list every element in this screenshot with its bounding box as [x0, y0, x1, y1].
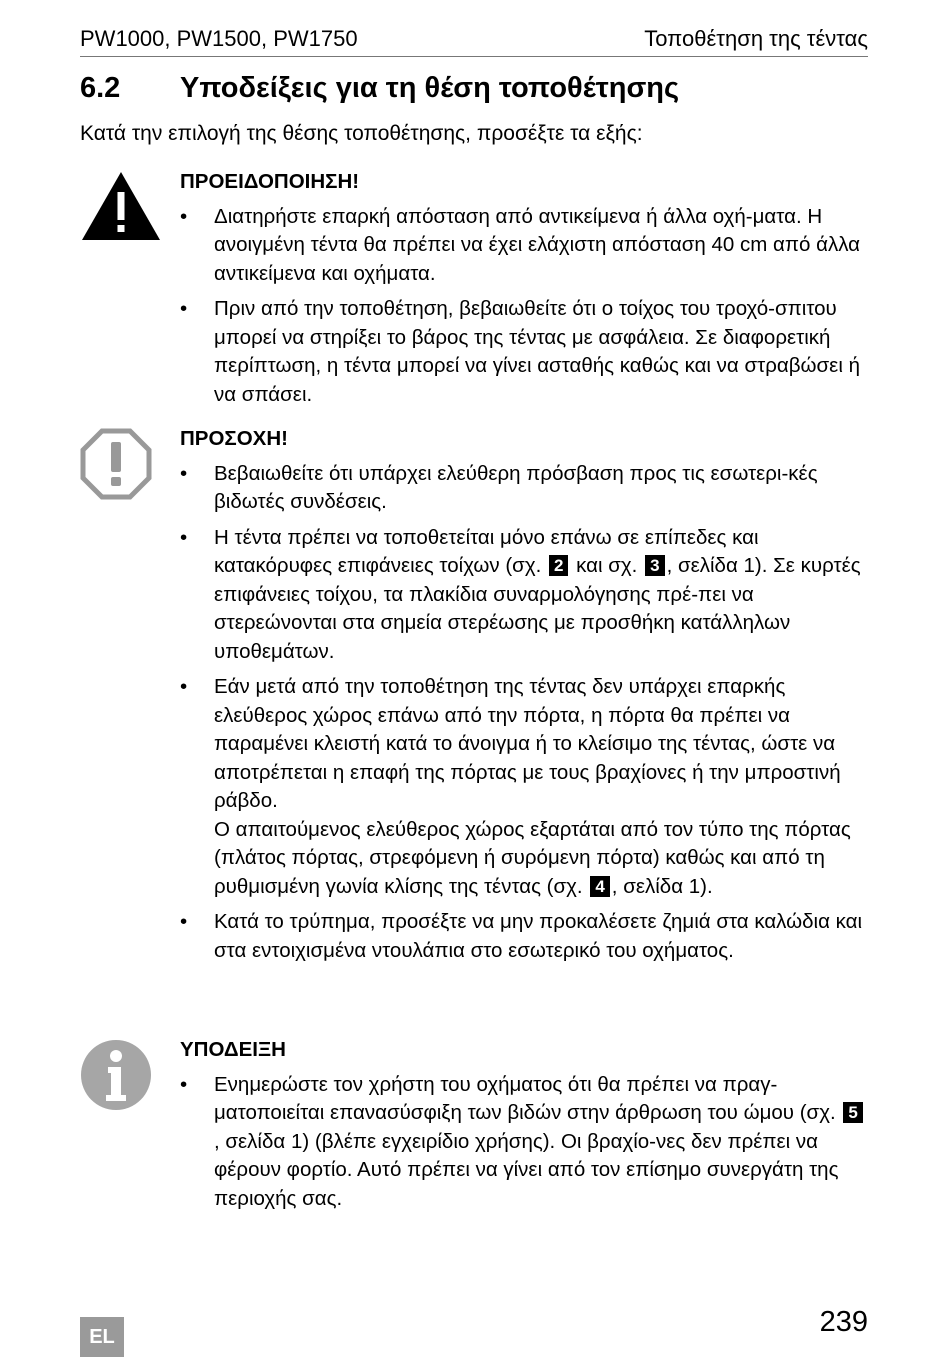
note-block [180, 1036, 870, 1220]
section-intro: Κατά την επιλογή της θέσης τοποθέτησης, προσέξτε τα εξής: [80, 122, 643, 145]
note-bullet [180, 1071, 870, 1214]
bullet-dot: • [180, 675, 188, 698]
bullet-dot: • [180, 204, 188, 228]
caution-bullet-1 [180, 460, 870, 517]
caution-bullet-2-text-a: Η τέντα πρέπει να τοποθετείται μόνο επάνω σε επίπεδες και κατακόρυφες επιφάνειες τοίχων (σχ. [214, 525, 759, 577]
warning-title: ΠΡΟΕΙΔΟΠΟΙΗΣΗ! [180, 170, 360, 193]
page-header [80, 26, 868, 57]
caution-bullet-2 [180, 524, 870, 667]
bullet-dot: • [180, 297, 188, 320]
caution-title: ΠΡΟΣΟΧΗ! [180, 427, 288, 450]
caution-bullet-2-text-c: , σελίδα 1). Σε κυρτές επιφάνειες τοίχου, τα πλακίδια συναρμολόγησης πρέ-πει να στερεώνονται στα σημεία στερέωσης με προσθήκη κατάλληλων υποθεμάτων. [214, 554, 861, 663]
figure-ref-2: 2 [549, 555, 568, 576]
warning-triangle-icon [80, 170, 162, 242]
caution-bullet-2-text-b: και σχ. [576, 554, 638, 577]
caution-bullet-4-text: Κατά το τρύπημα, προσέξτε να μην προκαλέσετε ζημιά στα καλώδια και στα εντοιχισμένα ντουλάπια στο εσωτερικό του οχήματος. [214, 910, 863, 962]
warning-bullet-1 [180, 203, 870, 289]
bullet-dot: • [180, 461, 188, 485]
figure-ref-5: 5 [843, 1102, 862, 1123]
note-title: ΥΠΟΔΕΙΞΗ [180, 1038, 286, 1061]
note-bullet-text-a: Ενημερώστε τον χρήστη του οχήματος ότι θα πρέπει να πραγ-ματοποιείται επανασύσφιξη των βιδών στην άρθρωση του ώμου (σχ. [214, 1072, 836, 1124]
header-chapter-title: Τοποθέτηση της τέντας [644, 26, 868, 51]
caution-bullet-3-text-a: Εάν μετά από την τοποθέτηση της τέντας δεν υπάρχει επαρκής ελεύθερος χώρος επάνω από την πόρτα, η πόρτα θα πρέπει να παραμένει κλειστή κατά το άνοιγμα ή το κλείσιμο της τέντας, ώστε να αποτρέπεται η επαφή της πόρτας με τους βραχίονες ή την μπροστινή ράβδο. [214, 675, 841, 812]
figure-ref-3: 3 [645, 555, 664, 576]
caution-bullet-3-text-b: Ο απαιτούμενος ελεύθερος χώρος εξαρτάται από τον τύπο της πόρτας (πλάτος πόρτας, στρεφόμενη ή συρόμενη πόρτα) καθώς και από τη ρυθμισμένη γωνία κλίσης της τέντας (σχ. [214, 817, 851, 898]
bullet-dot: • [180, 910, 188, 933]
caution-bullet-3-text-c: , σελίδα 1). [611, 874, 713, 898]
caution-bullet-4 [180, 908, 870, 965]
warning-bullet-2-text: Πριν από την τοποθέτηση, βεβαιωθείτε ότι ο τοίχος του τροχό-σπιτου μπορεί να στηρίξει το βάρος της τέντας με ασφάλεια. Σε διαφορετική περίπτωση, η τέντα μπορεί να γίνει ασταθής καθώς και να στραβώσει ή να σπάσει. [214, 297, 860, 406]
warning-block [180, 168, 870, 416]
page-number: 239 [819, 1306, 868, 1338]
bullet-dot: • [180, 1072, 188, 1096]
figure-ref-4: 4 [590, 876, 609, 897]
caution-octagon-icon [80, 428, 152, 500]
caution-bullet-3 [180, 673, 870, 901]
note-bullet-text-b: , σελίδα 1) (βλέπε εγχειρίδιο χρήσης). Οι βραχίο-νες δεν πρέπει να φέρουν φορτίο. Αυτό πρέπει να γίνει από τον επίσημο συνεργάτη της περιοχής σας. [214, 1129, 839, 1210]
language-badge: EL [80, 1317, 124, 1357]
caution-block [180, 425, 870, 972]
caution-bullet-1-text: Βεβαιωθείτε ότι υπάρχει ελεύθερη πρόσβαση προς τις εσωτερι-κές βιδωτές συνδέσεις. [214, 461, 818, 513]
header-model-list: PW1000, PW1500, PW1750 [80, 26, 358, 51]
bullet-dot: • [180, 525, 188, 549]
section-number: 6.2 [80, 72, 121, 104]
section-title: Υποδείξεις για τη θέση τοποθέτησης [180, 72, 680, 104]
warning-bullet-1-text: Διατηρήστε επαρκή απόσταση από αντικείμενα ή άλλα οχή-ματα. Η ανοιγμένη τέντα θα πρέπει να έχει ελάχιστη απόσταση 40 cm από άλλα αντικείμενα και οχήματα. [214, 204, 861, 285]
info-icon [80, 1039, 152, 1111]
warning-bullet-2 [180, 295, 870, 409]
section-heading [80, 72, 679, 105]
